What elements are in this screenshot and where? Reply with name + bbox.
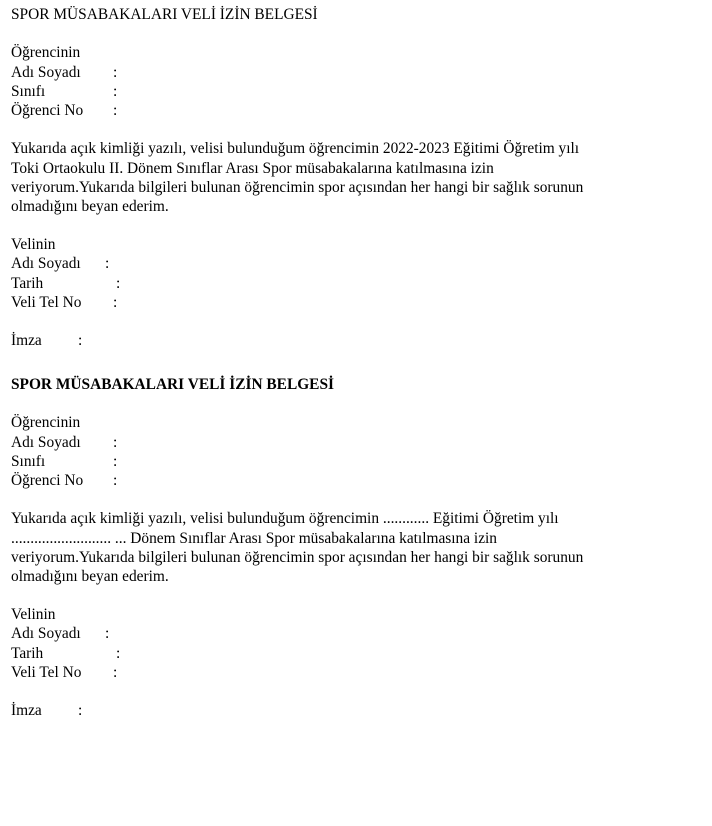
field-colon: : xyxy=(116,644,121,662)
parent-heading: Velinin xyxy=(11,236,56,254)
parent-phone-field xyxy=(11,663,701,682)
paragraph-line: .......................... ... Dönem Sınıflar Arası Spor müsabakalarına katılmasına izin xyxy=(11,529,497,547)
form-title: SPOR MÜSABAKALARI VELİ İZİN BELGESİ xyxy=(11,6,318,23)
student-heading: Öğrencinin xyxy=(11,414,81,432)
field-label: Adı Soyadı xyxy=(11,255,81,273)
field-label: Sınıfı xyxy=(11,452,46,470)
field-colon: : xyxy=(113,101,118,119)
field-label: Adı Soyadı xyxy=(11,63,81,81)
date-field xyxy=(11,274,701,293)
field-label: Tarih xyxy=(11,274,44,292)
field-colon: : xyxy=(105,255,110,273)
field-label: Veli Tel No xyxy=(11,293,82,311)
student-heading: Öğrencinin xyxy=(11,44,81,62)
paragraph-line: Yukarıda açık kimliği yazılı, velisi bulunduğum öğrencimin 2022-2023 Eğitimi Öğretim yılı xyxy=(11,140,580,158)
field-colon: : xyxy=(113,452,118,470)
student-class-field xyxy=(11,82,701,101)
field-label: Veli Tel No xyxy=(11,663,82,681)
document-page xyxy=(11,5,701,720)
field-colon: : xyxy=(113,471,118,489)
field-colon: : xyxy=(105,625,110,643)
consent-paragraph xyxy=(11,509,651,586)
paragraph-line: veriyorum.Yukarıda bilgileri bulunan öğrencimin spor açısından her hangi bir sağlık sorunun xyxy=(11,178,584,196)
field-colon: : xyxy=(113,63,118,81)
field-colon: : xyxy=(113,293,118,311)
paragraph-line: olmadığını beyan ederim. xyxy=(11,567,169,585)
field-label: Öğrenci No xyxy=(11,101,84,119)
paragraph-line: olmadığını beyan ederim. xyxy=(11,197,169,215)
parent-heading: Velinin xyxy=(11,606,56,624)
field-colon: : xyxy=(116,274,121,292)
field-label: Öğrenci No xyxy=(11,471,84,489)
paragraph-line: veriyorum.Yukarıda bilgileri bulunan öğrencimin spor açısından her hangi bir sağlık sorunun xyxy=(11,548,584,566)
field-colon: : xyxy=(113,663,118,681)
field-colon: : xyxy=(113,82,118,100)
student-class-field xyxy=(11,452,701,471)
parent-phone-field xyxy=(11,293,701,312)
paragraph-line: Toki Ortaokulu II. Dönem Sınıflar Arası Spor müsabakalarına katılmasına izin xyxy=(11,159,494,177)
signature-field xyxy=(11,331,701,350)
student-name-field xyxy=(11,63,701,82)
field-label: Adı Soyadı xyxy=(11,433,81,451)
field-label: Adı Soyadı xyxy=(11,625,81,643)
signature-field xyxy=(11,701,701,720)
paragraph-line: Yukarıda açık kimliği yazılı, velisi bulunduğum öğrencimin ............ Eğitimi Öğretim yılı xyxy=(11,510,559,528)
field-label: Tarih xyxy=(11,644,44,662)
field-colon: : xyxy=(113,433,118,451)
consent-paragraph xyxy=(11,139,651,216)
parent-name-field xyxy=(11,254,701,273)
student-name-field xyxy=(11,433,701,452)
field-colon: : xyxy=(78,332,83,350)
field-label: İmza xyxy=(11,332,42,350)
form-title: SPOR MÜSABAKALARI VELİ İZİN BELGESİ xyxy=(11,376,335,393)
permission-form-1 xyxy=(11,5,701,350)
field-label: İmza xyxy=(11,702,42,720)
permission-form-2 xyxy=(11,375,701,720)
parent-name-field xyxy=(11,624,701,643)
field-label: Sınıfı xyxy=(11,82,46,100)
student-number-field xyxy=(11,471,701,490)
student-number-field xyxy=(11,101,701,120)
field-colon: : xyxy=(78,702,83,720)
date-field xyxy=(11,644,701,663)
